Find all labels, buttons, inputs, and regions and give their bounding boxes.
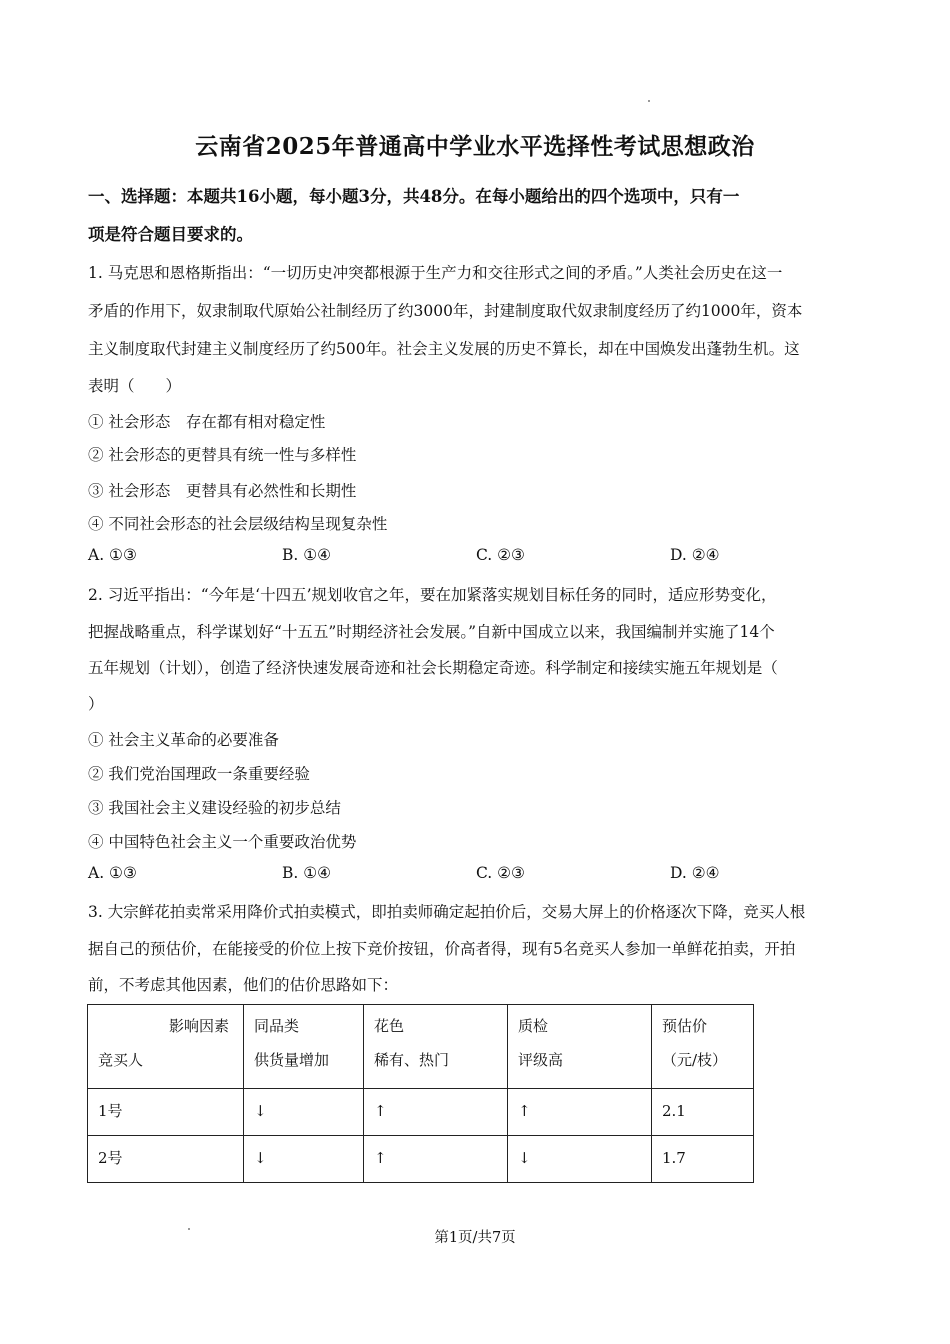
question-2-text-line: 五年规划（计划），创造了经济快速发展奇迹和社会长期稳定奇迹。科学制定和接续实施五年规划是（ <box>88 659 778 677</box>
table-header-cell <box>652 1005 754 1089</box>
bidder-estimate-table <box>87 1004 754 1183</box>
buyer-cell: 1号 <box>88 1089 244 1136</box>
table-row <box>88 1136 754 1183</box>
header-text: 同品类 <box>254 1017 300 1035</box>
exam-title: 云南省2025年普通高中学业水平选择性考试思想政治 <box>195 133 755 160</box>
table-header-cell <box>364 1005 508 1089</box>
supply-cell: ↓ <box>244 1089 364 1136</box>
option-a[interactable]: A. ①③ <box>88 864 137 882</box>
header-text: 稀有、热门 <box>374 1051 450 1069</box>
color-cell: ↑ <box>364 1136 508 1183</box>
question-1-text-line: 1. 马克思和恩格斯指出：“一切历史冲突都根源于生产力和交往形式之间的矛盾。”人类社会历史在这一 <box>88 264 783 282</box>
option-d[interactable]: D. ②④ <box>670 864 720 882</box>
option-d[interactable]: D. ②④ <box>670 546 720 564</box>
question-1-statement: ① 社会形态 存在都有相对稳定性 <box>88 413 326 431</box>
question-1-statement: ④ 不同社会形态的社会层级结构呈现复杂性 <box>88 515 388 533</box>
supply-cell: ↓ <box>244 1136 364 1183</box>
question-2-statement: ① 社会主义革命的必要准备 <box>88 731 279 749</box>
table-header-cell <box>508 1005 652 1089</box>
table-header-row <box>88 1005 754 1089</box>
table-row <box>88 1089 754 1136</box>
question-2-statement: ③ 我国社会主义建设经验的初步总结 <box>88 799 341 817</box>
header-text: 花色 <box>374 1017 405 1035</box>
question-3-text-line: 3. 大宗鲜花拍卖常采用降价式拍卖模式，即拍卖师确定起拍价后，交易大屏上的价格逐次下降，竞买人根 <box>88 903 806 921</box>
table-header-cell <box>244 1005 364 1089</box>
section-heading-line-2: 项是符合题目要求的。 <box>88 225 253 244</box>
quality-cell: ↓ <box>508 1136 652 1183</box>
option-c[interactable]: C. ②③ <box>476 864 525 882</box>
option-a[interactable]: A. ①③ <box>88 546 137 564</box>
header-text: 供货量增加 <box>254 1051 330 1069</box>
question-2-text-line: 2. 习近平指出：“今年是‘十四五’规划收官之年，要在加紧落实规划目标任务的同时，适应形势变化， <box>88 586 777 604</box>
question-2-statement: ④ 中国特色社会主义一个重要政治优势 <box>88 833 357 851</box>
question-3-text-line: 据自己的预估价，在能接受的价位上按下竞价按钮，价高者得，现有5名竞买人参加一单鲜花拍卖，开拍 <box>88 940 796 958</box>
quality-cell: ↑ <box>508 1089 652 1136</box>
price-cell: 1.7 <box>652 1136 754 1183</box>
question-1-text-line: 矛盾的作用下，奴隶制取代原始公社制经历了约3000年，封建制度取代奴隶制度经历了约1000年，资本 <box>88 302 803 320</box>
header-buyer-label: 竞买人 <box>98 1051 144 1069</box>
header-text: 评级高 <box>518 1051 564 1069</box>
question-1-statement: ③ 社会形态 更替具有必然性和长期性 <box>88 482 357 500</box>
option-b[interactable]: B. ①④ <box>282 546 332 564</box>
question-1-text-line: 主义制度取代封建主义制度经历了约500年。社会主义发展的历史不算长，却在中国焕发出蓬勃生机。这 <box>88 340 800 358</box>
color-cell: ↑ <box>364 1089 508 1136</box>
question-2-options <box>88 864 868 886</box>
price-cell: 2.1 <box>652 1089 754 1136</box>
question-1-statement: ② 社会形态的更替具有统一性与多样性 <box>88 446 357 464</box>
header-text: 质检 <box>518 1017 549 1035</box>
section-heading-line-1: 一、选择题：本题共16小题，每小题3分，共48分。在每小题给出的四个选项中，只有一 <box>88 187 740 206</box>
question-3-text-line: 前，不考虑其他因素，他们的估价思路如下： <box>88 976 399 994</box>
header-factor-label: 影响因素 <box>168 1017 229 1035</box>
question-1-options <box>88 546 868 568</box>
header-text: （元/枝） <box>662 1051 728 1069</box>
question-2-text-line: ） <box>88 695 104 713</box>
question-2-statement: ② 我们党治国理政一条重要经验 <box>88 765 310 783</box>
option-c[interactable]: C. ②③ <box>476 546 525 564</box>
option-b[interactable]: B. ①④ <box>282 864 332 882</box>
buyer-cell: 2号 <box>88 1136 244 1183</box>
question-2-text-line: 把握战略重点，科学谋划好“十五五”时期经济社会发展。”自新中国成立以来，我国编制并实施了14个 <box>88 623 775 641</box>
scan-speck <box>648 100 650 102</box>
page-number: 第1页/共7页 <box>434 1230 516 1246</box>
question-1-text-line: 表明（ ） <box>88 377 182 395</box>
header-text: 预估价 <box>662 1017 708 1035</box>
table-corner-cell <box>88 1005 244 1089</box>
